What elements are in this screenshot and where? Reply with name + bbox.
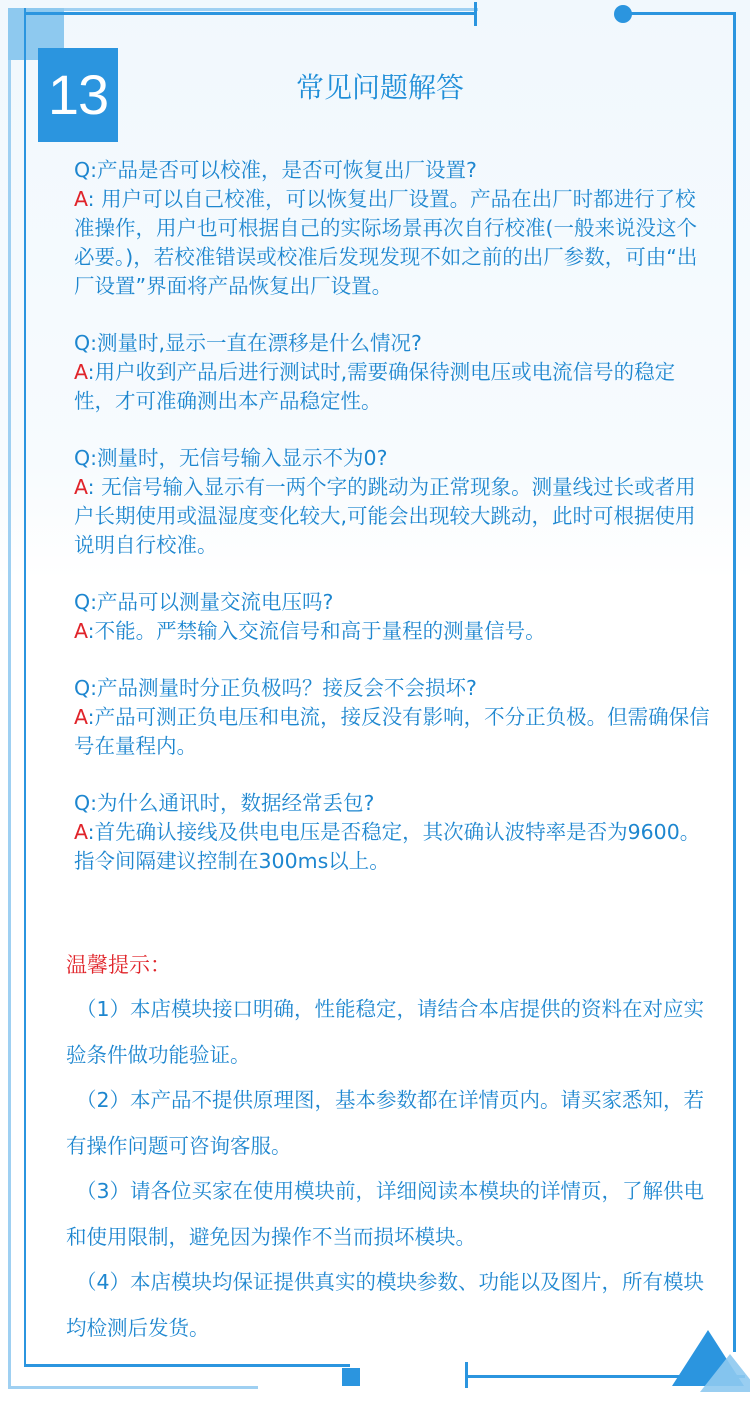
triangle-decoration-light xyxy=(700,1354,750,1392)
answer-text: :首先确认接线及供电电压是否稳定，其次确认波特率是否为9600。指令间隔建议控制在300ms以上。 xyxy=(74,820,701,873)
page-title: 常见问题解答 xyxy=(295,71,464,104)
faq-question: Q:产品是否可以校准，是否可恢复出厂设置? xyxy=(74,158,477,182)
frame-top-right-line xyxy=(622,12,736,15)
tip-item: （4）本店模块均保证提供真实的模块参数、功能以及图片，所有模块均检测后发货。 xyxy=(66,1270,705,1340)
answer-prefix: A xyxy=(74,187,88,211)
faq-item xyxy=(74,674,714,761)
faq-answer xyxy=(74,185,714,301)
frame-top-line xyxy=(24,12,476,15)
frame-left-line xyxy=(24,8,26,1366)
answer-text: :产品可测正负电压和电流，接反没有影响，不分正负极。但需确保信号在量程内。 xyxy=(74,705,710,758)
answer-prefix: A xyxy=(74,820,88,844)
tips-list xyxy=(66,987,710,1351)
section-number-badge: 13 xyxy=(38,48,118,142)
answer-prefix: A xyxy=(74,360,88,384)
frame-bottom-left-line xyxy=(24,1364,350,1367)
faq-list xyxy=(74,156,714,904)
tip-item: （3）请各位买家在使用模块前，详细阅读本模块的详情页，了解供电和使用限制，避免因为操作不当而损坏模块。 xyxy=(66,1179,705,1249)
tip-item: （2）本产品不提供原理图，基本参数都在详情页内。请买家悉知，若有操作问题可咨询客服。 xyxy=(66,1088,705,1158)
frame-outer-left-line xyxy=(8,8,11,1388)
answer-prefix: A xyxy=(74,619,88,643)
faq-item xyxy=(74,789,714,876)
frame-square-decoration xyxy=(342,1368,360,1386)
faq-question: Q:测量时，无信号输入显示不为0? xyxy=(74,446,388,470)
tips-heading: 温馨提示： xyxy=(66,953,171,977)
frame-right-line xyxy=(733,12,736,1352)
faq-answer xyxy=(74,617,714,646)
faq-item xyxy=(74,444,714,560)
faq-item xyxy=(74,588,714,646)
frame-outer-top-line xyxy=(8,8,478,11)
faq-question: Q:产品可以测量交流电压吗? xyxy=(74,590,334,614)
answer-text: :用户收到产品后进行测试时,需要确保待测电压或电流信号的稳定性，才可准确测出本产品稳定性。 xyxy=(74,360,676,413)
faq-answer xyxy=(74,818,714,876)
frame-dot-decoration xyxy=(614,5,632,23)
faq-answer xyxy=(74,473,714,560)
frame-outer-bottom-line xyxy=(8,1386,258,1389)
answer-text: : 用户可以自己校准，可以恢复出厂设置。产品在出厂时都进行了校准操作，用户也可根据自己的实际场景再次自行校准(一般来说没这个必要。)，若校准错误或校准后发现发现不如之前的出厂参数，可由“出厂设置”界面将产品恢复出厂设置。 xyxy=(74,187,698,298)
frame-top-tick xyxy=(474,2,477,26)
faq-question: Q:为什么通讯时，数据经常丢包? xyxy=(74,791,375,815)
answer-text: : 无信号输入显示有一两个字的跳动为正常现象。测量线过长或者用户长期使用或温湿度变化较大,可能会出现较大跳动，此时可根据使用说明自行校准。 xyxy=(74,475,696,557)
tip-item: （1）本店模块接口明确，性能稳定，请结合本店提供的资料在对应实验条件做功能验证。 xyxy=(66,997,705,1067)
answer-prefix: A xyxy=(74,705,88,729)
faq-item xyxy=(74,156,714,301)
faq-question: Q:测量时,显示一直在漂移是什么情况? xyxy=(74,331,422,355)
faq-answer xyxy=(74,358,714,416)
faq-question: Q:产品测量时分正负极吗？接反会不会损坏? xyxy=(74,676,477,700)
answer-prefix: A xyxy=(74,475,88,499)
faq-item xyxy=(74,329,714,416)
faq-answer xyxy=(74,703,714,761)
answer-text: :不能。严禁输入交流信号和高于量程的测量信号。 xyxy=(87,619,546,643)
